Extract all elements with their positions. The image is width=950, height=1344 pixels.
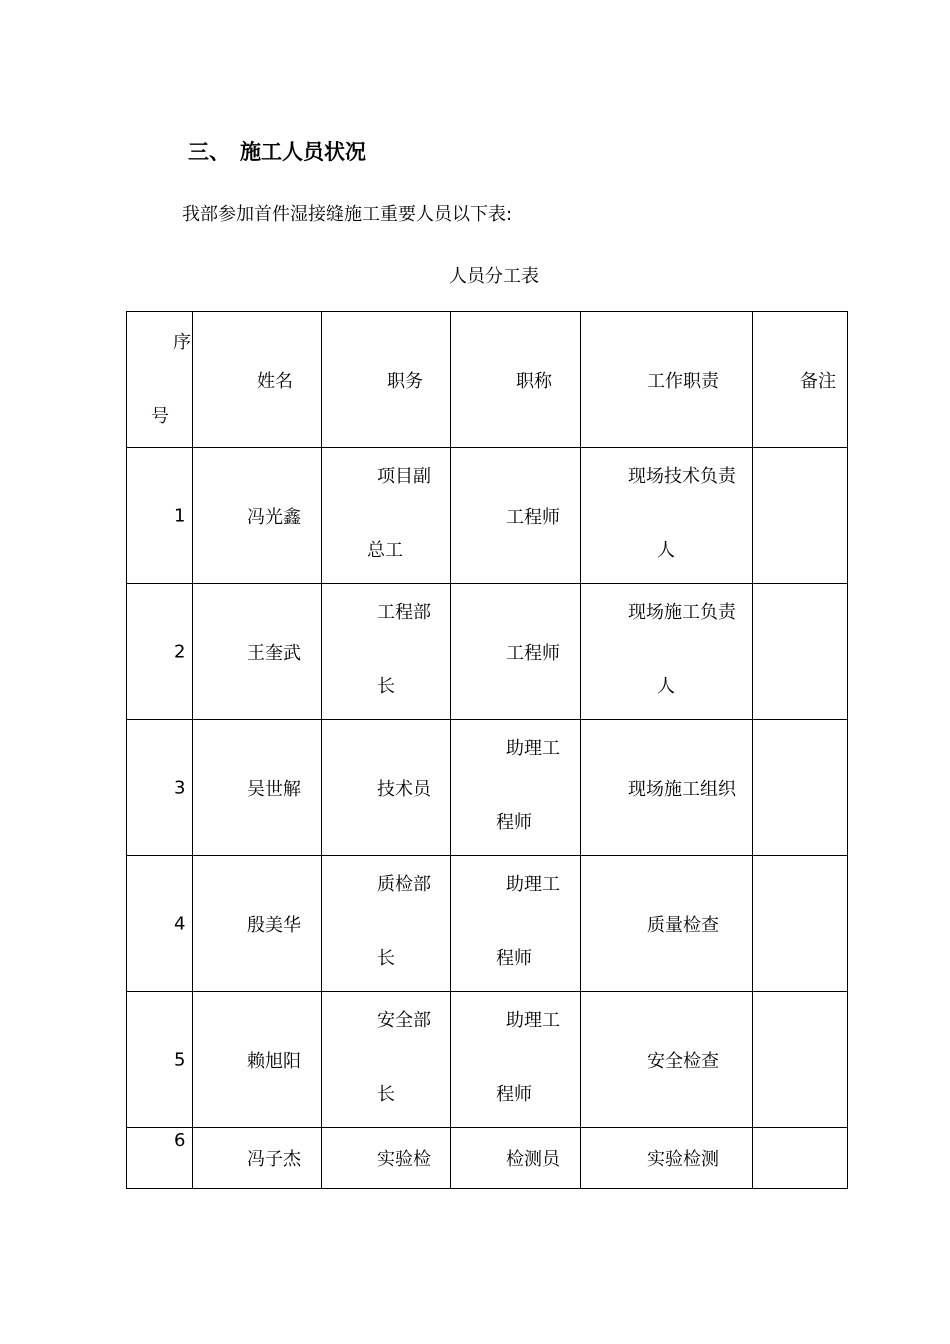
cell-position	[322, 856, 451, 992]
table-row	[127, 992, 848, 1128]
seq-value: 6	[174, 1130, 186, 1151]
header-remark	[753, 312, 848, 448]
table-row	[127, 448, 848, 584]
name-value: 冯子杰	[247, 1149, 301, 1170]
header-duty-label: 工作职责	[647, 370, 719, 392]
cell-title	[451, 584, 581, 720]
cell-seq	[127, 1128, 193, 1189]
cell-position	[322, 584, 451, 720]
cell-name	[193, 992, 322, 1128]
title-line2: 程师	[496, 948, 532, 969]
duty-value: 质量检查	[647, 914, 719, 936]
cell-remark	[753, 992, 848, 1128]
duty-line1: 现场施工负责	[628, 602, 736, 623]
position-value: 技术员	[377, 778, 431, 800]
duty-value: 实验检测	[647, 1149, 719, 1170]
seq-value: 5	[174, 1049, 186, 1070]
header-title-label: 职称	[516, 370, 552, 392]
duty-value: 现场施工组织	[628, 778, 736, 800]
position-line2: 总工	[367, 540, 403, 561]
seq-value: 3	[174, 777, 186, 798]
cell-title	[451, 720, 581, 856]
duty-line1: 现场技术负责	[628, 466, 736, 487]
header-position	[322, 312, 451, 448]
duty-value: 安全检查	[647, 1050, 719, 1072]
cell-duty	[581, 1128, 753, 1189]
position-value: 实验检	[377, 1149, 431, 1170]
cell-duty	[581, 584, 753, 720]
position-line2: 长	[377, 676, 395, 697]
section-heading	[188, 136, 366, 166]
duty-line2: 人	[657, 676, 675, 697]
section-number: 三、	[188, 140, 230, 164]
cell-remark	[753, 584, 848, 720]
cell-position	[322, 992, 451, 1128]
table-row	[127, 584, 848, 720]
cell-name	[193, 448, 322, 584]
position-line1: 项目副	[377, 466, 431, 487]
header-position-label: 职务	[387, 370, 423, 392]
title-line2: 程师	[496, 1084, 532, 1105]
title-line1: 助理工	[506, 1010, 560, 1031]
cell-remark	[753, 448, 848, 584]
table-caption: 人员分工表	[449, 266, 539, 287]
table-row	[127, 720, 848, 856]
cell-seq	[127, 992, 193, 1128]
position-line2: 长	[377, 948, 395, 969]
header-seq	[127, 312, 193, 448]
header-title	[451, 312, 581, 448]
cell-title	[451, 856, 581, 992]
title-line1: 助理工	[506, 874, 560, 895]
intro-paragraph: 我部参加首件湿接缝施工重要人员以下表:	[182, 204, 513, 225]
cell-duty	[581, 992, 753, 1128]
cell-title	[451, 1128, 581, 1189]
seq-value: 4	[174, 913, 186, 934]
name-value: 赖旭阳	[247, 1050, 301, 1072]
table-row	[127, 856, 848, 992]
header-name	[193, 312, 322, 448]
position-line1: 安全部	[377, 1010, 431, 1031]
section-title: 施工人员状况	[240, 140, 366, 164]
title-value: 检测员	[506, 1149, 560, 1170]
seq-value: 1	[174, 505, 186, 526]
title-value: 工程师	[506, 642, 560, 664]
table-row	[127, 1128, 848, 1189]
title-value: 工程师	[506, 506, 560, 528]
cell-duty	[581, 720, 753, 856]
position-line1: 质检部	[377, 874, 431, 895]
seq-value: 2	[174, 641, 186, 662]
name-value: 王奎武	[247, 642, 301, 664]
position-line2: 长	[377, 1084, 395, 1105]
header-seq-line1: 序	[173, 332, 191, 353]
name-value: 冯光鑫	[247, 506, 301, 528]
cell-title	[451, 448, 581, 584]
cell-duty	[581, 448, 753, 584]
cell-position	[322, 720, 451, 856]
cell-position	[322, 1128, 451, 1189]
cell-title	[451, 992, 581, 1128]
name-value: 吴世解	[247, 778, 301, 800]
title-line2: 程师	[496, 812, 532, 833]
cell-position	[322, 448, 451, 584]
personnel-table	[126, 311, 848, 1189]
name-value: 殷美华	[247, 914, 301, 936]
header-name-label: 姓名	[257, 370, 293, 392]
cell-seq	[127, 720, 193, 856]
cell-seq	[127, 856, 193, 992]
cell-remark	[753, 856, 848, 992]
table-header-row	[127, 312, 848, 448]
cell-seq	[127, 584, 193, 720]
position-line1: 工程部	[377, 602, 431, 623]
header-seq-line2: 号	[151, 406, 169, 427]
cell-seq	[127, 448, 193, 584]
cell-remark	[753, 1128, 848, 1189]
cell-name	[193, 1128, 322, 1189]
duty-line2: 人	[657, 540, 675, 561]
cell-duty	[581, 856, 753, 992]
title-line1: 助理工	[506, 738, 560, 759]
cell-name	[193, 720, 322, 856]
cell-remark	[753, 720, 848, 856]
header-remark-label: 备注	[800, 370, 836, 392]
cell-name	[193, 856, 322, 992]
header-duty	[581, 312, 753, 448]
cell-name	[193, 584, 322, 720]
